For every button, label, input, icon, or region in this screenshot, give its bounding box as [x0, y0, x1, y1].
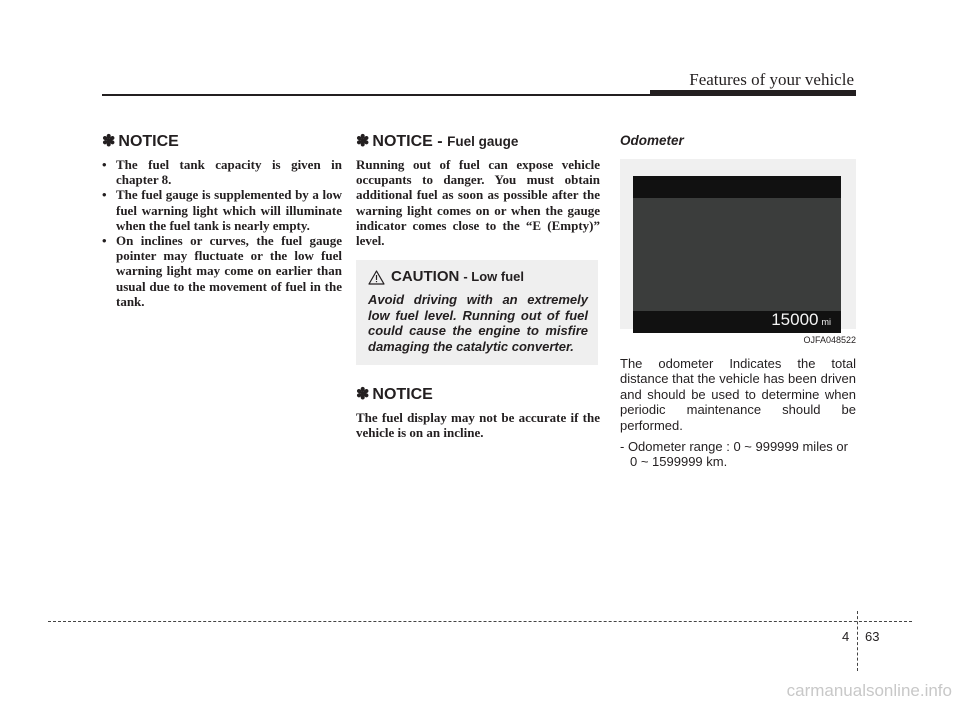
notice-star-icon: ✽	[356, 133, 370, 150]
column-2	[356, 132, 600, 440]
notice-star-icon: ✽	[102, 133, 116, 150]
caution-text: Avoid driving with an extremely low fuel level. Running out of fuel could cause the engine to misfire damaging the catalytic converter.	[368, 292, 588, 354]
warning-triangle-icon	[368, 270, 385, 285]
list-item	[102, 157, 342, 187]
notice-subtitle: Fuel gauge	[447, 134, 519, 149]
bullet-icon: •	[102, 233, 107, 249]
notice-2-text: The fuel display may not be accurate if the vehicle is on an incline.	[356, 409, 600, 440]
footer-dashed-divider	[857, 611, 858, 671]
odometer-reading	[771, 311, 831, 331]
caution-subtitle: - Low fuel	[463, 269, 524, 285]
notice-title: NOTICE -	[372, 133, 443, 150]
notice-bullet-list	[102, 157, 342, 309]
page-number: 63	[865, 629, 880, 644]
list-item-text: The fuel tank capacity is given in chapter 8.	[116, 157, 342, 188]
notice-2-heading	[356, 385, 600, 405]
caution-box	[356, 260, 598, 364]
notice-star-icon: ✽	[356, 385, 370, 403]
notice-title: NOTICE	[372, 385, 433, 403]
bullet-icon: •	[102, 157, 107, 172]
header-rule-thick	[650, 90, 856, 96]
column-1	[102, 132, 342, 309]
odometer-value: 15000	[771, 310, 819, 329]
odometer-heading: Odometer	[620, 133, 684, 148]
notice-fuel-gauge-heading	[356, 132, 600, 152]
caution-title: CAUTION	[391, 268, 460, 286]
odometer-figure	[620, 159, 856, 329]
bullet-icon: •	[102, 187, 107, 203]
notice-fuel-gauge-text: Running out of fuel can expose vehicle occupants to danger. You must obtain additional fuel as soon as possible after the warning light comes on or when the gauge indicator comes close to the “E (Empty)” level.	[356, 157, 600, 249]
notice-heading	[102, 132, 342, 152]
odometer-description: The odometer Indicates the total distance that the vehicle has been driven and should be used to determine when periodic maintenance should be performed.	[620, 356, 856, 433]
list-item-text: The fuel gauge is supplemented by a low fuel warning light which will illuminate when the fuel tank is nearly empty.	[116, 187, 342, 233]
odometer-unit: mi	[821, 317, 831, 327]
list-item	[102, 233, 342, 309]
caution-heading	[368, 268, 588, 286]
footer-dashed-rule	[48, 621, 912, 622]
figure-code: OJFA048522	[803, 335, 856, 345]
chapter-number: 4	[842, 629, 850, 644]
list-item-text: On inclines or curves, the fuel gauge pointer may fluctuate or the low fuel warning light may come on earlier than usual due to the movement of fuel in the tank.	[116, 233, 342, 309]
list-item	[102, 187, 342, 233]
display-top-band	[633, 180, 841, 198]
watermark: carmanualsonline.info	[786, 681, 952, 700]
cluster-display	[633, 176, 841, 333]
notice-title: NOTICE	[118, 133, 179, 150]
notice-2	[356, 385, 600, 440]
odometer-range: - Odometer range : 0 ~ 999999 miles or 0 ~ 1599999 km.	[620, 439, 848, 470]
header-title: Features of your vehicle	[689, 70, 854, 89]
column-3	[620, 132, 856, 470]
